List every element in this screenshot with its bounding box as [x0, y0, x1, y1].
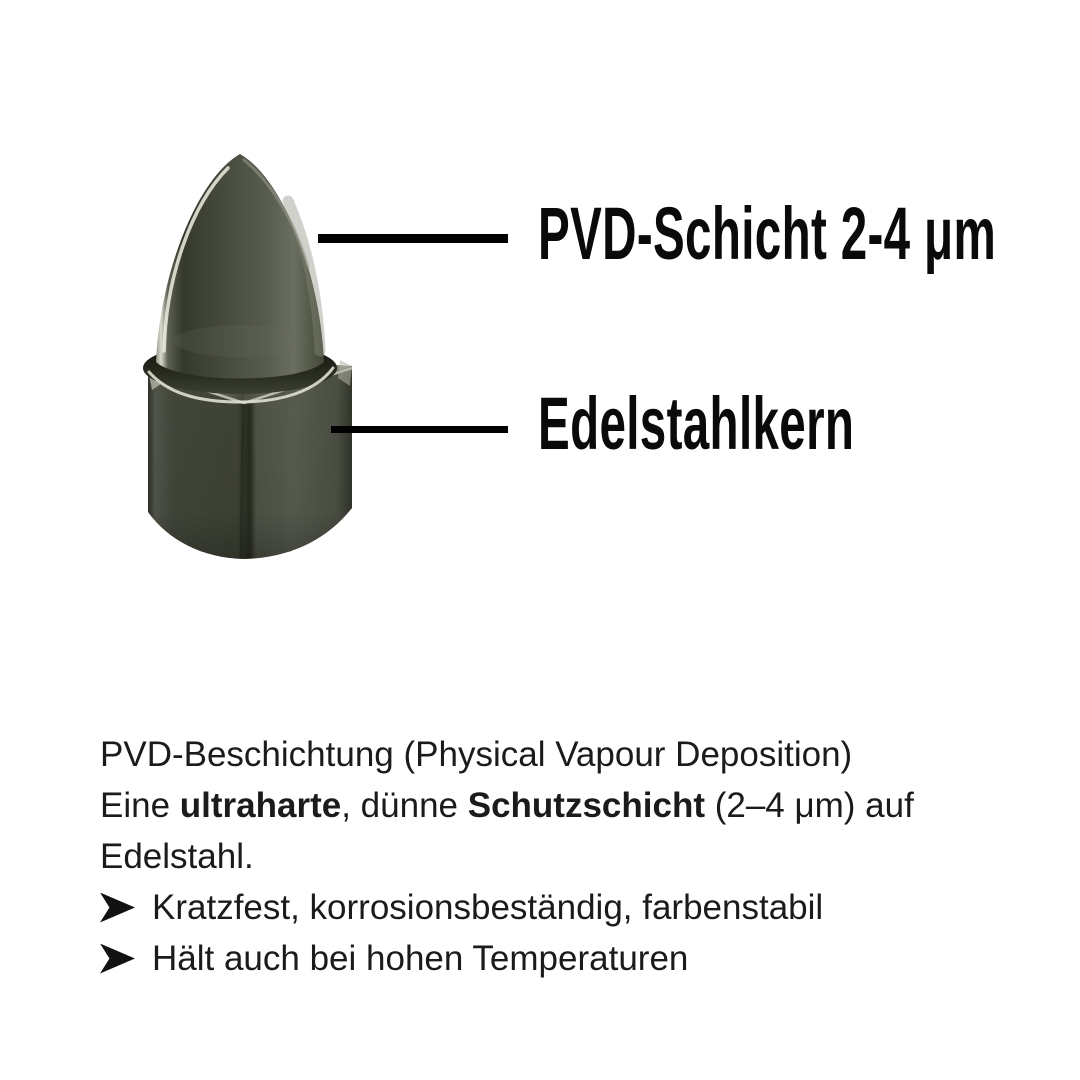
- callout-label-pvd-coating: PVD-Schicht 2-4 μm: [538, 193, 997, 276]
- arrowhead-bullet-icon: [100, 944, 135, 974]
- leader-line-steel-core: [331, 426, 508, 433]
- leader-line-pvd-coating: [318, 234, 508, 243]
- bullet-text: Kratzfest, korrosionsbeständig, farbenstabil: [152, 888, 824, 927]
- callout-label-steel-core: Edelstahlkern: [538, 383, 855, 466]
- description-title-line: PVD-Beschichtung (Physical Vapour Deposition): [100, 735, 853, 774]
- bullet-text: Hält auch bei hohen Temperaturen: [152, 939, 689, 978]
- bullet-item-2: [100, 933, 1020, 984]
- dome-nut-image: [140, 146, 360, 562]
- description-block: [100, 729, 1020, 984]
- description-sentence-continuation: Edelstahl.: [100, 837, 254, 876]
- description-sentence-line: Eine ultraharte, dünne Schutzschicht (2–4 μm) auf: [100, 786, 914, 825]
- bullet-item-1: [100, 882, 1020, 933]
- arrowhead-bullet-icon: [100, 893, 135, 923]
